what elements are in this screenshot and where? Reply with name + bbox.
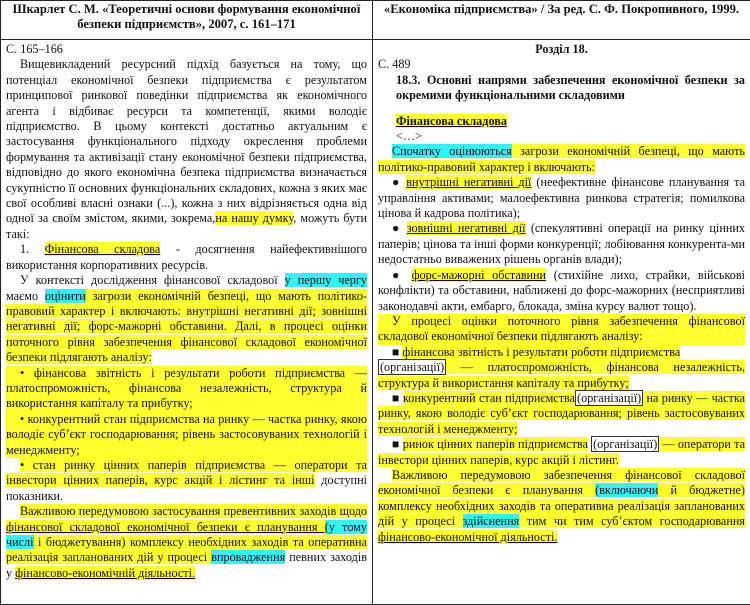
highlight: Фінансова складова (45, 242, 161, 256)
highlight-cyan: впровадження (211, 550, 285, 564)
right-paragraph-3: Важливою передумовою забезпечення фінансової складової економічної безпеки є планування (включаючи й бюджетне) комплексу необхідних заходів та оперативна реалізація запланованих дій у процесі здійснення тим чи тим суб’єктом господарювання фінансово-економічної діяльності. (378, 468, 745, 545)
right-source-header: «Економіка підприємства» / За ред. С. Ф. Покропивного, 1999. (373, 1, 750, 40)
right-paragraph-2: У процесі оцінки поточного рівня забезпечення фінансової складової економічної безпеки підлягають аналізу: (378, 314, 745, 345)
right-square-item-1: ■ фінансова звітність і результати роботи підприємства (організації) — платоспроможність, фінансова незалежність, структура й використання капіталу та прибутку; (378, 345, 745, 391)
right-square-item-3: ■ ринок цінних паперів підприємства (організації) — оператори та інвестори цінних паперів, курс акцій і лістинг. (378, 437, 745, 468)
right-page-ref: С. 489 (378, 57, 745, 72)
left-source-header: Шкарлет С. М. «Теоретичні основи формування економічної безпеки підприємств», 2007, с. 161–171 (1, 1, 373, 40)
right-square-item-2: ■ конкурентний стан підприємства (організації) на ринку — частка ринку, якою володіє суб’єкт господарювання; рівень застосовуваних технологій і менеджменту; (378, 391, 745, 437)
left-paragraph-2: У контексті дослідження фінансової складової у першу чергу маємо оцінити загрози економічній безпеці, що мають політико-правовий характер і включають: внутрішні негативні дії; зовнішні негативні дії; форс-мажорні обставини. Далі, в процесі оцінки поточного рівня забезпечення фінансової складової економічної безпеки підлягають аналізу: (6, 273, 367, 365)
right-section-label: Розділ 18. (378, 42, 745, 57)
left-column (1, 40, 373, 605)
left-bullet-3: • стан ринку цінних паперів підприємства — оператори та інвестори цінних паперів, курс акцій і лістинг та інші доступні показники. (6, 458, 367, 504)
right-bullet-1: ● внутрішні негативні дії (неефективне фінансове планування та управління активами; малоефективна ринкова стратегія; помилкова цінова й кадрова політика); (378, 175, 745, 221)
highlight-cyan: оцінити (45, 289, 86, 303)
right-bullet-2: ● зовнішні негативні дії (спекулятивні операції на ринку цінних паперів; цінова та інші форми конкуренції; лобіювання конкурента-ми недостатньо виважених рішень органів влади); (378, 221, 745, 267)
right-section-heading: 18.3. Основні напрями забезпечення економічної безпеки за окремими функціональними складовими (378, 73, 745, 104)
right-column (373, 40, 750, 605)
left-bullet-1: • фінансова звітність і результати роботи підприємства — платоспроможність, фінансова незалежність, структура й використання капіталу та прибутку; (6, 366, 367, 412)
highlight: на нашу думку (215, 211, 293, 225)
highlight-cyan: у першу чергу (285, 273, 367, 287)
left-paragraph-1: Вищевикладений ресурсний підхід базується на тому, що потенціал економічної безпеки підприємства є результатом принципової ринкової поведінки підприємства як економічного агента і відбиває ресурси та компетенції, якими володіє підприємство. В цьому контексті достатньо актуальним є застосування функціонального підходу окреслення проблеми формування та активізації стану економічної безпеки підприємства, відповідно до якого економічна безпека підприємства визначається сукупністю її основних функціональних складових, кожна з яких має свої особливі власні ознаки (...), кожна з них відрізняється одна від одної за своїм змістом, якими, зокрема,на нашу думку, можуть бути такі: (6, 57, 367, 242)
right-ellipsis: <…> (378, 129, 745, 144)
highlight-cyan: (включаючи (595, 483, 658, 497)
right-subheading: Фінансова складова (378, 114, 745, 129)
highlight-cyan: (у тому числі (6, 520, 367, 549)
right-paragraph-1: Спочатку оцінюються загрози економічній безпеці, що мають політико-правовий характер і включають: (378, 144, 745, 175)
left-bullet-2: • конкурентний стан підприємства на ринку — частка ринку, якою володіє суб’єкт господарювання; рівень застосовуваних технологій і менеджменту; (6, 412, 367, 458)
highlight-cyan: Спочатку оцінюються (392, 144, 512, 158)
right-bullet-3: ● форс-мажорні обставини (стихійне лихо, страйки, військові конфлікти) та обставини, наближені до форс-мажорних (несприятливі законодавчі акти, ембарго, блокада, зміна курсу валют тощо). (378, 268, 745, 314)
left-paragraph-3: Важливою передумовою застосування превентивних заходів щодо фінансової складової економічної безпеки є планування (у тому числі і бюджетування) комплексу необхідних заходів та оперативна реалізація запланованих дій у процесі впровадження певних заходів у фінансово-економічній діяльності. (6, 504, 367, 581)
left-page-ref: С. 165–166 (6, 42, 367, 57)
left-item-1: 1. Фінансова складова - досягнення найефективнішого використання корпоративних ресурсів. (6, 242, 367, 273)
highlight-cyan: здійснення (463, 514, 520, 528)
